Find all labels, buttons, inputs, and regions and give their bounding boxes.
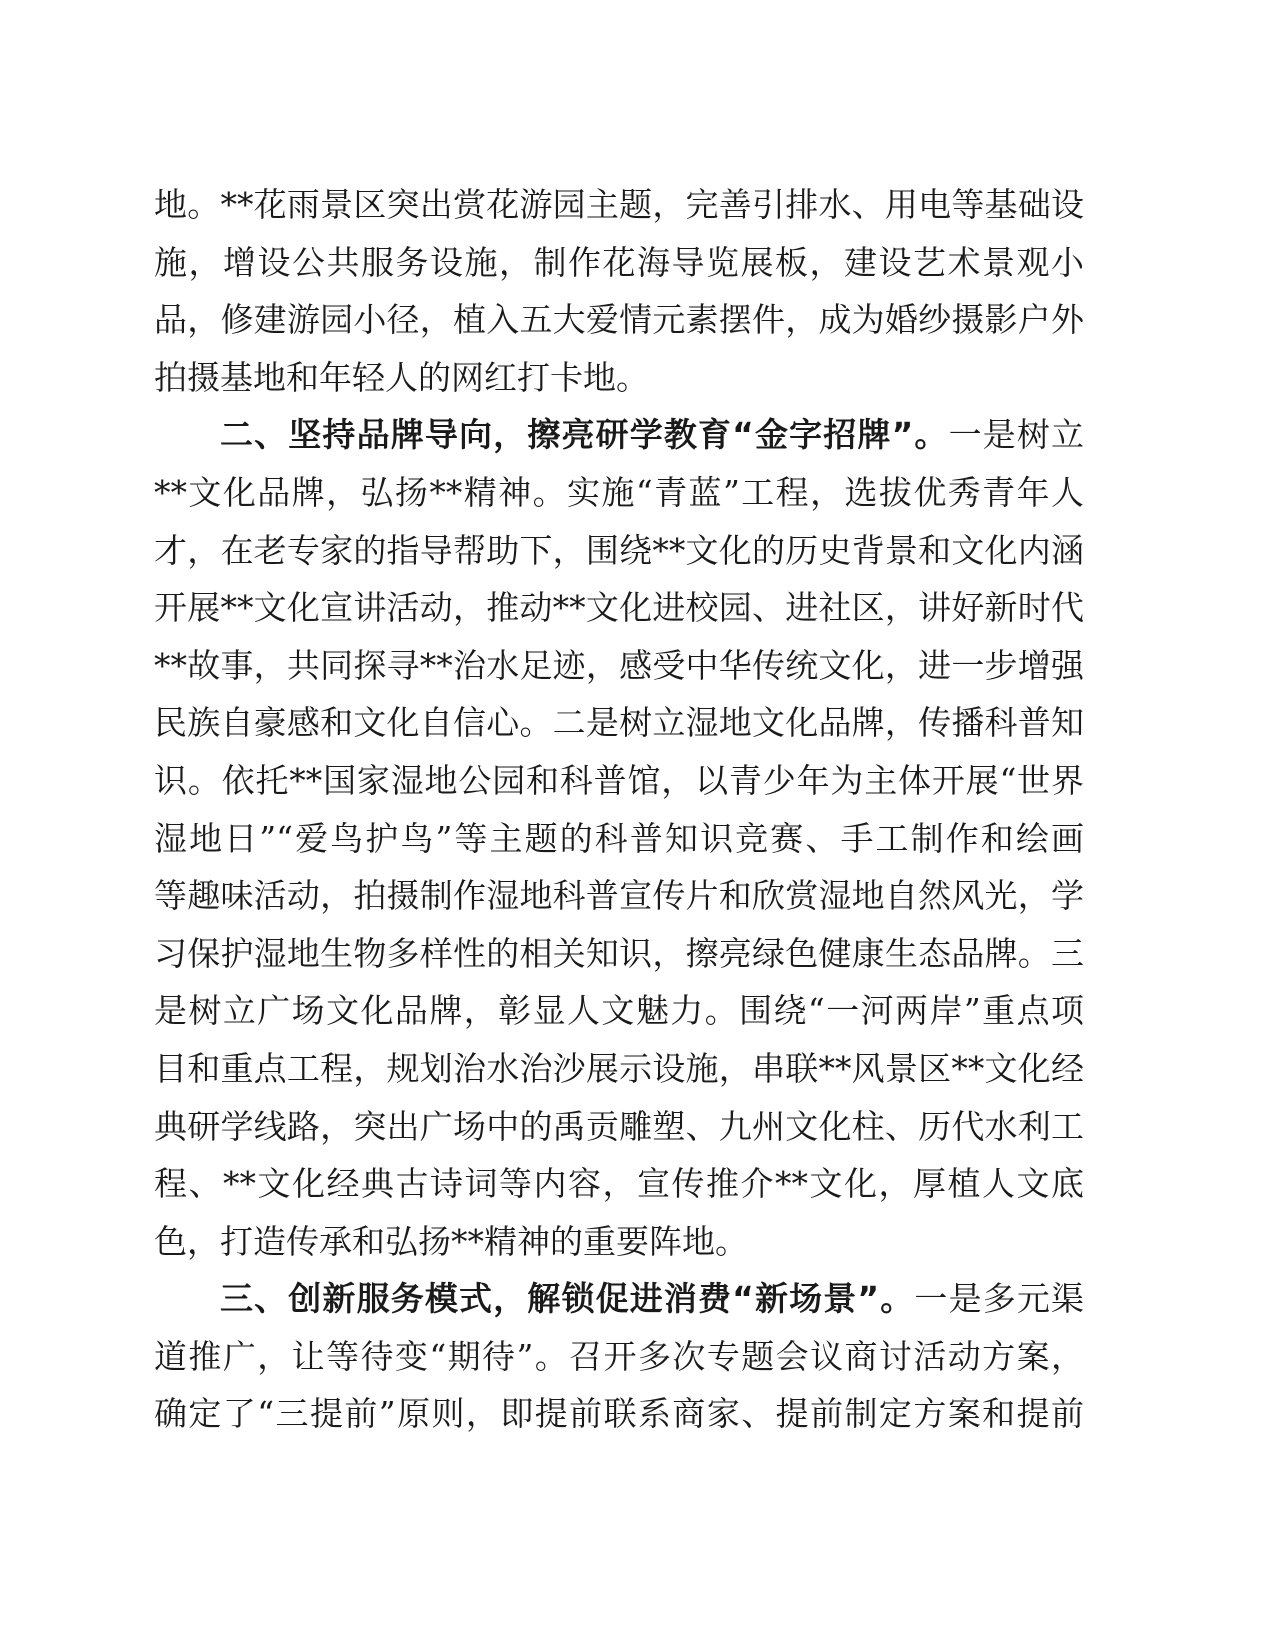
- text-line: 确定了“三提前”原则，即提前联系商家、提前制定方案和提前: [154, 1394, 1084, 1434]
- text-line: 施，增设公共服务设施，制作花海导览展板，建设艺术景观小: [154, 242, 1084, 282]
- text-line: 拍摄基地和年轻人的网红打卡地。: [154, 357, 649, 397]
- text-line: 色，打造传承和弘扬**精神的重要阵地。: [154, 1221, 748, 1261]
- section-3-heading: 三、创新服务模式，解锁促进消费“新场景”。: [220, 1279, 915, 1319]
- text-span: 一是树立: [948, 415, 1084, 455]
- text-line: 湿地日”“爱鸟护鸟”等主题的科普知识竞赛、手工制作和绘画: [154, 818, 1084, 858]
- section-3-first-line: [154, 1270, 1084, 1328]
- text-line: 道推广，让等待变“期待”。召开多次专题会议商讨活动方案，: [154, 1336, 1084, 1376]
- text-line: **文化品牌，弘扬**精神。实施“青蓝”工程，选拔优秀青年人: [154, 472, 1084, 512]
- text-line: 目和重点工程，规划治水治沙展示设施，串联**风景区**文化经: [154, 1048, 1084, 1088]
- text-line: 是树立广场文化品牌，彰显人文魅力。围绕“一河两岸”重点项: [154, 991, 1084, 1031]
- text-line: 地。**花雨景区突出赏花游园主题，完善引排水、用电等基础设: [154, 185, 1084, 224]
- text-span: 一是多元渠: [914, 1279, 1084, 1319]
- section-2-first-line: [154, 406, 1084, 464]
- document-body: [154, 176, 1084, 1443]
- text-line: 习保护湿地生物多样性的相关知识，擦亮绿色健康生态品牌。三: [154, 933, 1084, 973]
- text-line: 才，在老专家的指导帮助下，围绕**文化的历史背景和文化内涵: [154, 530, 1084, 570]
- text-line: 等趣味活动，拍摄制作湿地科普宣传片和欣赏湿地自然风光，学: [154, 876, 1084, 916]
- section-2-heading: 二、坚持品牌导向，擦亮研学教育“金字招牌”。: [220, 415, 949, 455]
- text-line: 典研学线路，突出广场中的禹贡雕塑、九州文化柱、历代水利工: [154, 1106, 1084, 1146]
- text-line: 识。依托**国家湿地公园和科普馆，以青少年为主体开展“世界: [154, 760, 1084, 800]
- text-line: 品，修建游园小径，植入五大爱情元素摆件，成为婚纱摄影户外: [154, 300, 1084, 340]
- text-line: 民族自豪感和文化自信心。二是树立湿地文化品牌，传播科普知: [154, 703, 1084, 743]
- text-line: **故事，共同探寻**治水足迹，感受中华传统文化，进一步增强: [154, 645, 1084, 685]
- text-line: 程、**文化经典古诗词等内容，宣传推介**文化，厚植人文底: [154, 1164, 1084, 1204]
- text-line: 开展**文化宣讲活动，推动**文化进校园、进社区，讲好新时代: [154, 588, 1084, 628]
